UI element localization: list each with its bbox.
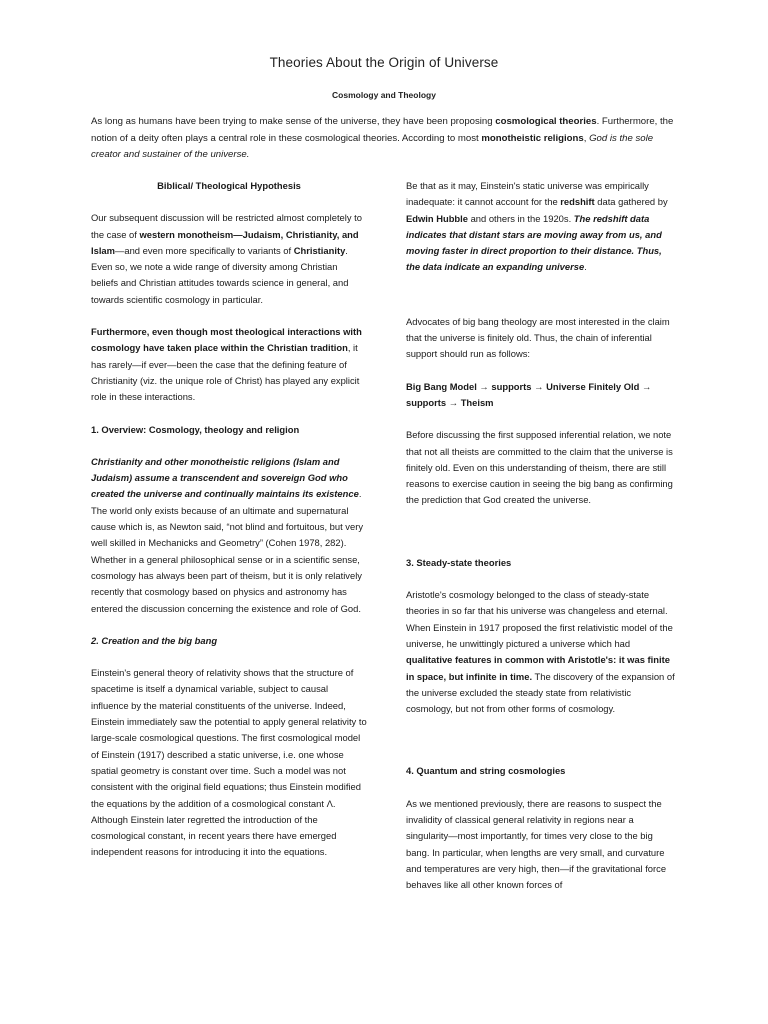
- right-p4-text-2: The discovery of the expansion of the universe excluded the steady state from relativistic cosmology, but not from other forms of cosmology.: [406, 670, 675, 715]
- left-paragraph-4: Einstein's general theory of relativity shows that the structure of spacetime is itself a dynamical variable, subject to causal influence by the material constituents of the universe. Indeed, Einstein immediately saw the potential to apply general relativity to large-scale cosmological questions. The first cosmological model of Einstein (1917) described a static universe, i.e. one whose spatial geometry is constant over time. Such a model was not consistent with the original field equations; thus Einstein modified the equations by the addition of a cosmological constant Λ. Although Einstein later regretted the introduction of the cosmological constant, in recent years there have emerged independent reasons for introducing it into the equations.: [91, 667, 367, 858]
- left-p3-bold-italic-1: Christianity and other monotheistic religions (Islam and Judaism) assume a transcendent and sovereign God who created the universe and continually maintains its existence: [91, 455, 359, 500]
- right-paragraph-4: [406, 587, 678, 717]
- intro-bold-2: monotheistic religions: [481, 132, 584, 144]
- left-p1-text-2: —and even more specifically to variants of: [114, 244, 294, 256]
- right-p1-bold-2: Edwin Hubble: [406, 212, 468, 224]
- spacer: [406, 292, 678, 314]
- spacer: [406, 525, 678, 555]
- section-heading-creation: 2. Creation and the big bang: [91, 634, 218, 646]
- document-subtitle: Cosmology and Theology: [332, 90, 436, 100]
- right-paragraph-1: [406, 178, 678, 276]
- intro-bold-1: cosmological theories: [495, 116, 597, 127]
- spacer: [406, 733, 678, 763]
- section-heading-quantum: 4. Quantum and string cosmologies: [406, 765, 566, 777]
- intro-paragraph: [91, 114, 681, 164]
- section-heading-steady-state: 3. Steady-state theories: [406, 556, 512, 568]
- left-p1-bold-1: western monotheism—Judaism, Christianity, and Islam: [91, 228, 359, 256]
- left-paragraph-1: [91, 210, 367, 308]
- right-p1-text-4: .: [584, 261, 587, 273]
- right-p4-text-1: Aristotle's cosmology belonged to the class of steady-state theories in so far that his universe was changeless and eternal. When Einstein in 1917 proposed the first relativistic model of the universe, he unwittingly pictured a universe which had: [406, 589, 673, 649]
- right-paragraph-3: Before discussing the first supposed inferential relation, we note that not all theists are committed to the claim that the universe is finitely old. Even on this understanding of theism, there are still reasons to exercise caution in seeing the big bang as confirming the prediction that God created the universe.: [406, 429, 673, 506]
- left-paragraph-3: [91, 454, 367, 617]
- right-p1-bold-1: redshift: [560, 196, 595, 208]
- intro-text-3: ,: [583, 132, 590, 144]
- right-p4-bold-1: qualitative features in common with Aristotle's: it was finite in space, but infinite in time.: [406, 654, 670, 682]
- left-paragraph-2: [91, 324, 367, 405]
- intro-italic-1: God is the sole creator and sustainer of the universe.: [91, 132, 654, 160]
- section-heading-overview: 1. Overview: Cosmology, theology and religion: [91, 423, 300, 435]
- intro-text-1: As long as humans have been trying to make sense of the universe, they have been proposing: [91, 116, 496, 127]
- document-title: Theories About the Origin of Universe: [269, 55, 499, 70]
- left-p2-bold-1: Furthermore, even though most theological interactions with cosmology have taken place within the Christian tradition: [91, 326, 362, 354]
- intro-text-2: . Furthermore, the notion of a deity often plays a central role in these cosmological theories. According to most: [91, 116, 674, 144]
- right-p1-bold-italic-1: The redshift data indicates that distant stars are moving away from us, and moving faster in direct proportion to their distance. Thus, the data indicate an expanding universe: [406, 212, 662, 273]
- left-p1-text-3: . Even so, we note a wide range of diversity among Christian beliefs and Christian attitudes towards science in general, and towards scientific cosmology in particular.: [91, 244, 349, 305]
- right-paragraph-5: As we mentioned previously, there are reasons to suspect the invalidity of classical general relativity in regions near a singularity—most importantly, for times very close to the big bang. In particular, when lengths are very small, and curvature and temperatures are very high, then—if the gravitational force behaves like all other known forces of: [406, 797, 667, 891]
- left-p2-text-1: , it has rarely—if ever—been the case that the defining feature of Christianity (viz. the unique role of Christ) has played any explicit role in these interactions.: [91, 342, 360, 403]
- left-p1-text-1: Our subsequent discussion will be restricted almost completely to the case of: [91, 212, 362, 240]
- right-column: [406, 178, 678, 910]
- left-column: [91, 178, 367, 877]
- left-p3-text-1: . The world only exists because of an ultimate and supernatural cause which is, as Newton said, “not blind and fortuitous, but very well skilled in Mechanicks and Geometry” (Cohen 1978, 282). Whether in a general philosophical sense or in a scientific sense, cosmology has always been part of theism, but it is only relatively recently that cosmology based on physics and astronomy has entered the discussion concerning the existence and role of God.: [91, 488, 364, 614]
- right-p1-text-1: Be that as it may, Einstein's static universe was empirically inadequate: it cannot account for the: [406, 180, 649, 208]
- inference-chain: Big Bang Model → supports → Universe Finitely Old → supports → Theism: [406, 380, 652, 408]
- left-p1-bold-2: Christianity: [293, 244, 346, 256]
- section-heading-biblical: Biblical/ Theological Hypothesis: [157, 180, 301, 191]
- right-p1-text-3: and others in the 1920s.: [467, 212, 574, 224]
- right-paragraph-2: Advocates of big bang theology are most interested in the claim that the universe is finitely old. Thus, the chain of inferential support should run as follows:: [406, 315, 670, 360]
- right-p1-text-2: data gathered by: [594, 196, 668, 208]
